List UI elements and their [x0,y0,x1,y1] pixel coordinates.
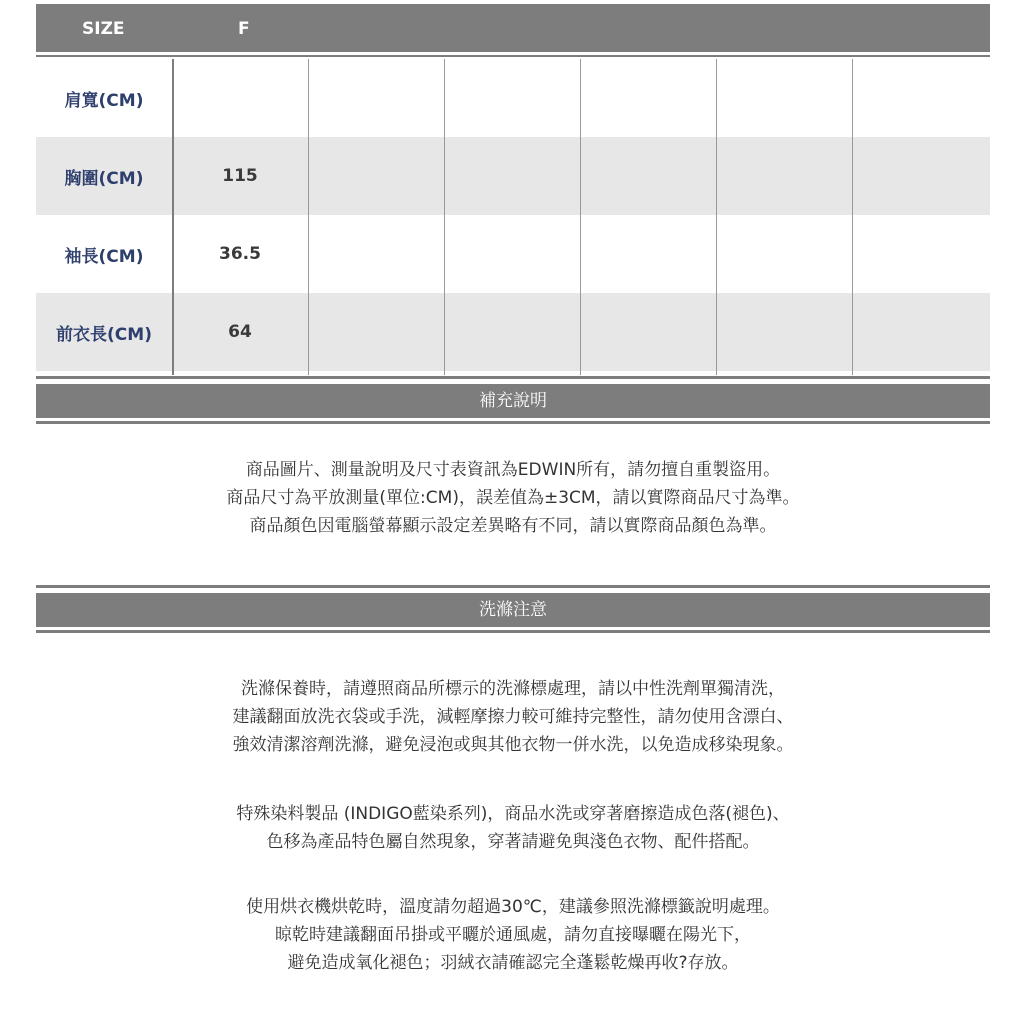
washing-paragraph-3 [36,893,990,977]
table-row [36,215,990,293]
washing-title-bar: 洗滌注意 [36,593,990,627]
section-divider [36,421,990,424]
supplement-title-bar: 補充說明 [36,384,990,418]
row-value-sleeve: 36.5 [219,244,261,264]
row-value-shoulder [172,59,308,137]
washing-line: 建議翻面放洗衣袋或手洗，減輕摩擦力較可維持完整性，請勿使用含漂白、 [232,707,794,727]
washing-line: 晾乾時建議翻面吊掛或平曬於通風處，請勿直接曝曬在陽光下， [275,925,751,945]
row-value-chest: 115 [222,166,258,186]
washing-line: 強效清潔溶劑洗滌，避免浸泡或與其他衣物一併水洗，以免造成移染現象。 [232,735,794,755]
size-header-label: SIZE [82,19,125,39]
column-divider [852,59,853,375]
row-label-sleeve: 袖長(CM) [64,246,144,267]
row-label-front-length: 前衣長(CM) [56,324,152,345]
washing-paragraph-2 [36,800,990,856]
row-label-shoulder: 肩寬(CM) [64,90,144,111]
washing-line: 洗滌保養時，請遵照商品所標示的洗滌標處理，請以中性洗劑單獨清洗， [241,679,785,699]
washing-line: 避免造成氧化褪色；羽絨衣請確認完全蓬鬆乾燥再收?存放。 [287,953,739,973]
supplement-line: 商品圖片、測量說明及尺寸表資訊為EDWIN所有，請勿擅自重製盜用。 [245,460,781,480]
column-divider [444,59,445,375]
column-divider [716,59,717,375]
size-table [36,59,990,375]
washing-line: 特殊染料製品 (INDIGO藍染系列)，商品水洗或穿著磨擦造成色落(褪色)、 [236,804,790,824]
section-divider [36,376,990,379]
section-divider [36,630,990,633]
row-label-chest: 胸圍(CM) [64,168,144,189]
size-header-value: F [238,19,250,39]
supplement-line: 商品尺寸為平放測量(單位:CM)，誤差值為±3CM，請以實際商品尺寸為準。 [226,488,800,508]
row-value-front-length: 64 [228,322,252,342]
supplement-line: 商品顏色因電腦螢幕顯示設定差異略有不同，請以實際商品顏色為準。 [249,516,777,536]
washing-paragraph-1 [36,675,990,759]
column-divider [580,59,581,375]
column-divider [308,59,309,375]
column-divider [172,59,174,375]
table-row [36,137,990,215]
table-row [36,59,990,137]
size-header-divider [36,55,990,57]
supplement-notes [36,456,990,540]
washing-line: 色移為產品特色屬自然現象，穿著請避免與淺色衣物、配件搭配。 [266,832,760,852]
table-row [36,293,990,371]
section-divider [36,585,990,588]
size-header [36,4,990,52]
washing-line: 使用烘衣機烘乾時，溫度請勿超過30℃，建議參照洗滌標籤說明處理。 [246,897,780,917]
